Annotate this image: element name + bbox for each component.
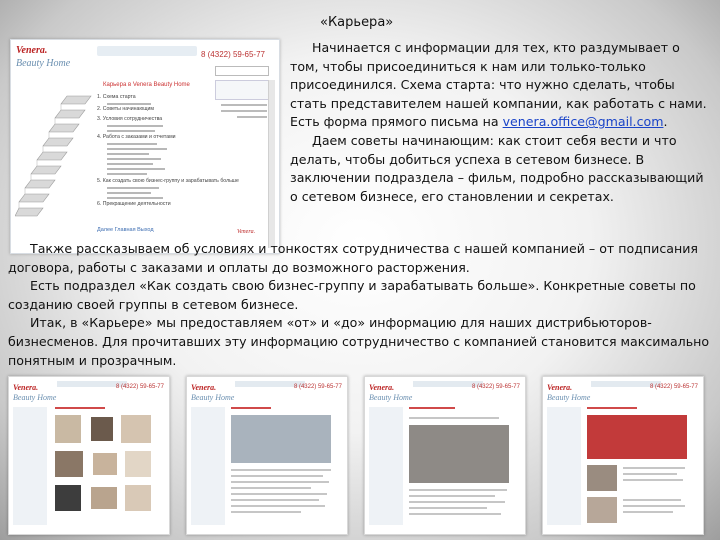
thumb-photo bbox=[55, 485, 81, 511]
thumb-phone: 8 (4322) 59-65-77 bbox=[115, 384, 164, 390]
screenshot-footer-logo: Venera. bbox=[237, 229, 256, 235]
thumb-heading-line bbox=[55, 407, 105, 409]
staircase-illustration bbox=[15, 92, 95, 232]
website-thumbnail-3 bbox=[364, 376, 526, 535]
paragraph: Итак, в «Карьере» мы предоставляем «от» и «до» информацию для наших дистрибьюторов-бизнесменов. Для прочитавших эту информацию сотрудничество с компанией становится максимально понятным и прозрачным. bbox=[8, 315, 710, 368]
thumb-text-line bbox=[231, 487, 311, 489]
screenshot-submenu-line bbox=[107, 192, 151, 194]
thumb-photo bbox=[125, 451, 151, 477]
thumb-text-line bbox=[623, 479, 683, 481]
thumb-chess-photo bbox=[587, 415, 687, 459]
website-thumbnail-1 bbox=[8, 376, 170, 535]
thumb-heading-line bbox=[231, 407, 271, 409]
thumb-logo: Venera. bbox=[191, 383, 217, 392]
thumb-text-line bbox=[409, 501, 505, 503]
thumb-photo bbox=[93, 453, 117, 475]
thumb-sidebar bbox=[547, 407, 581, 525]
screenshot-logo-subtitle: Beauty Home bbox=[16, 58, 71, 69]
screenshot-search-box bbox=[215, 66, 269, 76]
screenshot-footer-links: Далее Главная Выход bbox=[97, 227, 154, 233]
thumb-phone: 8 (4322) 59-65-77 bbox=[649, 384, 698, 390]
website-screenshot-main bbox=[10, 39, 280, 254]
thumb-phone: 8 (4322) 59-65-77 bbox=[293, 384, 342, 390]
thumb-text-line bbox=[409, 495, 495, 497]
screenshot-menu-item: 4. Работа с заказами и отчетами bbox=[97, 134, 176, 140]
thumb-text-line bbox=[231, 505, 325, 507]
screenshot-scrollbar bbox=[268, 80, 275, 248]
screenshot-menu-item: 3. Условия сотрудничества bbox=[97, 116, 163, 122]
career-description-bottom bbox=[8, 240, 712, 370]
thumb-text-line bbox=[409, 513, 501, 515]
thumb-photo bbox=[55, 451, 83, 477]
screenshot-submenu-line bbox=[107, 143, 157, 145]
website-thumbnail-2 bbox=[186, 376, 348, 535]
screenshot-submenu-line bbox=[107, 197, 163, 199]
thumb-photo bbox=[121, 415, 151, 443]
thumb-phone: 8 (4322) 59-65-77 bbox=[471, 384, 520, 390]
thumb-text-line bbox=[623, 499, 681, 501]
thumb-text-line bbox=[231, 481, 329, 483]
thumb-heading-line bbox=[587, 407, 637, 409]
screenshot-submenu-line bbox=[107, 168, 165, 170]
thumb-photo bbox=[91, 487, 117, 509]
thumb-text-line bbox=[409, 489, 507, 491]
thumb-photo bbox=[587, 465, 617, 491]
career-description-right bbox=[290, 39, 708, 206]
thumb-logo: Venera. bbox=[369, 383, 395, 392]
thumb-text-line bbox=[409, 507, 487, 509]
thumb-photo bbox=[587, 497, 617, 523]
paragraph: Есть подраздел «Как создать свою бизнес-группу и зарабатывать больше». Конкретные советы по созданию своей группы в сетевом бизнесе. bbox=[8, 278, 696, 312]
thumb-photo bbox=[91, 417, 113, 441]
screenshot-submenu-line bbox=[107, 187, 159, 189]
screenshot-side-line bbox=[237, 116, 267, 118]
screenshot-submenu-line bbox=[107, 163, 153, 165]
thumb-sidebar bbox=[191, 407, 225, 525]
screenshot-submenu-line bbox=[107, 173, 147, 175]
thumb-heading-line bbox=[409, 407, 455, 409]
thumb-logo-subtitle: Beauty Home bbox=[369, 393, 413, 402]
screenshot-login-box bbox=[215, 80, 269, 100]
thumb-photo bbox=[55, 415, 81, 443]
screenshot-side-line bbox=[221, 110, 267, 112]
screenshot-menu-item: 6. Прекращение деятельности bbox=[97, 201, 171, 207]
screenshot-logo: Venera. bbox=[16, 45, 48, 56]
thumb-text-line bbox=[623, 505, 685, 507]
screenshot-menu-item: 1. Схема старта bbox=[97, 94, 136, 100]
screenshot-submenu-line bbox=[107, 158, 161, 160]
paragraph: Даем советы начинающим: как стоит себя вести и что делать, чтобы добиться успеха в сетевом бизнесе. В заключении подраздела – фильм, подробно рассказывающий о сетевом бизнесе, его становлении и секретах. bbox=[290, 132, 704, 204]
thumb-group-photo bbox=[409, 425, 509, 483]
thumb-text-line bbox=[231, 511, 301, 513]
thumb-logo: Venera. bbox=[13, 383, 39, 392]
thumb-text-line bbox=[231, 493, 327, 495]
screenshot-submenu-line bbox=[107, 148, 167, 150]
slide-title: «Карьера» bbox=[320, 15, 394, 30]
screenshot-phone: 8 (4322) 59-65-77 bbox=[200, 50, 265, 59]
screenshot-submenu-line bbox=[107, 130, 155, 132]
screenshot-side-line bbox=[221, 104, 267, 106]
email-link[interactable]: venera.office@gmail.com bbox=[502, 114, 664, 130]
paragraph: Также рассказываем об условиях и тонкостях сотрудничества с нашей компанией – от подписания договора, работы с заказами и оплаты до возможного расторжения. bbox=[8, 241, 698, 275]
thumb-logo: Venera. bbox=[547, 383, 573, 392]
thumb-text-line bbox=[623, 473, 677, 475]
thumb-text-line bbox=[623, 511, 673, 513]
thumb-text-line bbox=[231, 475, 323, 477]
thumb-sidebar bbox=[13, 407, 47, 525]
paragraph bbox=[290, 39, 708, 132]
thumb-logo-subtitle: Beauty Home bbox=[547, 393, 591, 402]
thumb-logo-subtitle: Beauty Home bbox=[13, 393, 57, 402]
screenshot-page-heading: Карьера в Venera Beauty Home bbox=[103, 82, 190, 88]
screenshot-submenu-line bbox=[107, 103, 151, 105]
thumb-text-line bbox=[231, 499, 319, 501]
thumb-text-line bbox=[623, 467, 685, 469]
screenshot-menu-item: 5. Как создать свою бизнес-группу и зарабатывать больше bbox=[97, 178, 239, 184]
paragraph-text: . bbox=[663, 114, 668, 130]
thumb-text-line bbox=[231, 469, 331, 471]
thumb-meeting-photo bbox=[231, 415, 331, 463]
screenshot-menu-item: 2. Советы начинающим bbox=[97, 106, 154, 112]
thumb-sidebar bbox=[369, 407, 403, 525]
thumb-logo-subtitle: Beauty Home bbox=[191, 393, 235, 402]
paragraph-text: Начинается с информации для тех, кто раздумывает о том, чтобы присоединиться к нам или только-только присоединился. Схема старта: что нужно сделать, чтобы стать представителем нашей компании, как работать с нами. Есть форма прямого письма на bbox=[290, 40, 707, 130]
screenshot-submenu-line bbox=[107, 153, 149, 155]
screenshot-nav-bar bbox=[97, 46, 197, 56]
screenshot-submenu-line bbox=[107, 125, 163, 127]
thumb-photo bbox=[125, 485, 151, 511]
website-thumbnail-4 bbox=[542, 376, 704, 535]
thumb-text-line bbox=[409, 417, 499, 419]
